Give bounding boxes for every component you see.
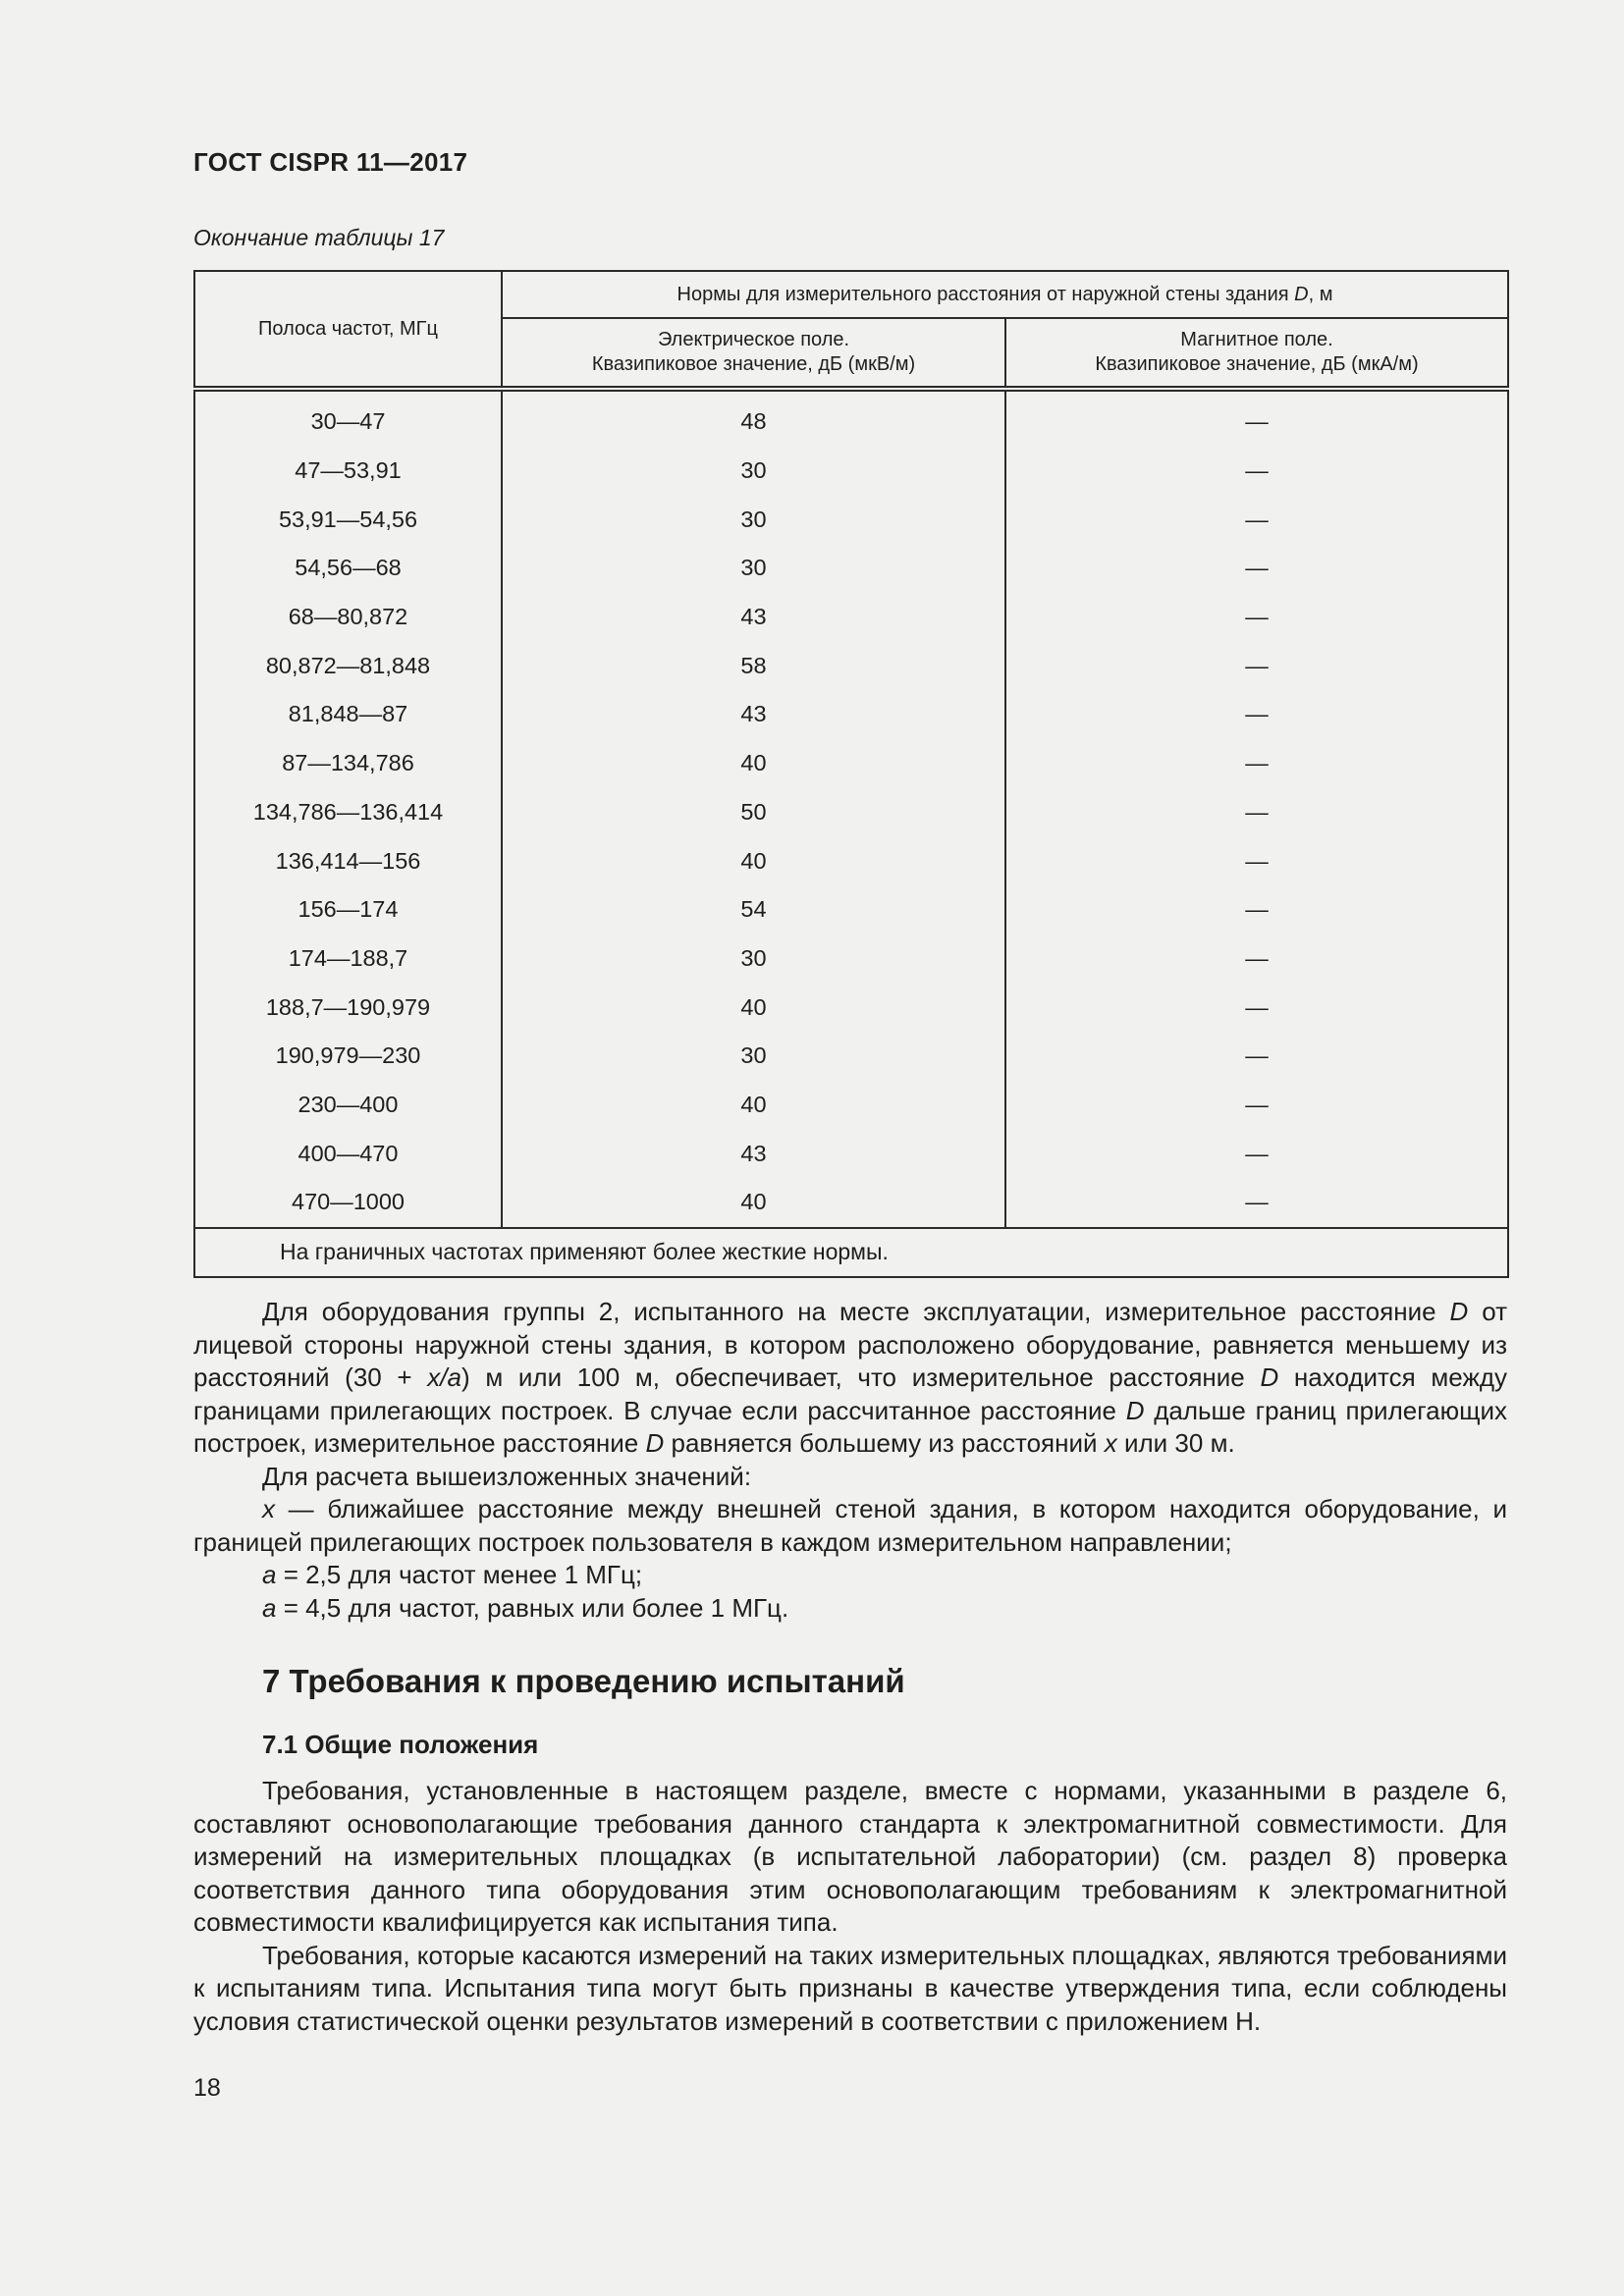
cell-electric-limit: 30 bbox=[502, 1032, 1005, 1081]
table-row bbox=[194, 885, 1508, 934]
cell-electric-limit: 40 bbox=[502, 983, 1005, 1032]
header-frequency-band: Полоса частот, МГц bbox=[194, 271, 502, 389]
paragraph-a-above-1mhz: a = 4,5 для частот, равных или более 1 МГц. bbox=[262, 1592, 789, 1623]
cell-magnetic-limit: — bbox=[1005, 885, 1508, 934]
cell-frequency: 156—174 bbox=[194, 885, 502, 934]
cell-magnetic-limit: — bbox=[1005, 389, 1508, 447]
table-row bbox=[194, 447, 1508, 496]
subsection-heading: 7.1 Общие положения bbox=[262, 1730, 539, 1759]
cell-magnetic-limit: — bbox=[1005, 836, 1508, 885]
document-header: ГОСТ CISPR 11—2017 bbox=[193, 147, 468, 177]
cell-electric-limit: 30 bbox=[502, 934, 1005, 984]
table-row bbox=[194, 495, 1508, 544]
cell-magnetic-limit: — bbox=[1005, 447, 1508, 496]
cell-frequency: 87—134,786 bbox=[194, 739, 502, 788]
cell-magnetic-limit: — bbox=[1005, 495, 1508, 544]
paragraph-requirements: Требования, установленные в настоящем разделе, вместе с нормами, указанными в разделе 6, составляют основополагающие требования данного стандарта к электромагнитной совместимости. Для измерений на измерительных площадках (в испытательной лаборатории) (см. раздел 8) проверка соответствия данного типа оборудования этим основополагающим требованиям к электромагнитной совместимости квалифицируется как испытания типа. bbox=[193, 1776, 1507, 1937]
cell-electric-limit: 43 bbox=[502, 593, 1005, 642]
table-row bbox=[194, 389, 1508, 447]
cell-frequency: 47—53,91 bbox=[194, 447, 502, 496]
body-block-2 bbox=[193, 1775, 1507, 2038]
cell-magnetic-limit: — bbox=[1005, 983, 1508, 1032]
paragraph-a-below-1mhz: a = 2,5 для частот менее 1 МГц; bbox=[262, 1560, 643, 1589]
cell-magnetic-limit: — bbox=[1005, 1081, 1508, 1130]
table-row bbox=[194, 544, 1508, 593]
paragraph-type-tests: Требования, которые касаются измерений на таких измерительных площадках, являются требованиями к испытаниям типа. Испытания типа могут быть признаны в качестве утверждения типа, если соблюдены условия статистической оценки результатов измерений в соответствии с приложением Н. bbox=[193, 1940, 1507, 2036]
table-row bbox=[194, 983, 1508, 1032]
cell-magnetic-limit: — bbox=[1005, 1178, 1508, 1228]
cell-frequency: 53,91—54,56 bbox=[194, 495, 502, 544]
table-row bbox=[194, 788, 1508, 837]
table-row bbox=[194, 1129, 1508, 1178]
cell-magnetic-limit: — bbox=[1005, 1032, 1508, 1081]
cell-electric-limit: 40 bbox=[502, 1178, 1005, 1228]
table-row bbox=[194, 1178, 1508, 1228]
header-electric-field: Электрическое поле. Квазипиковое значение, дБ (мкВ/м) bbox=[502, 318, 1005, 389]
cell-frequency: 188,7—190,979 bbox=[194, 983, 502, 1032]
cell-electric-limit: 58 bbox=[502, 641, 1005, 690]
cell-magnetic-limit: — bbox=[1005, 641, 1508, 690]
paragraph-x-definition: x — ближайшее расстояние между внешней стеной здания, в котором находится оборудование, и границей прилегающих построек пользователя в каждом измерительном направлении; bbox=[193, 1494, 1507, 1557]
table-footnote: На граничных частотах применяют более жесткие нормы. bbox=[194, 1228, 1508, 1277]
cell-electric-limit: 40 bbox=[502, 739, 1005, 788]
paragraph-calc-intro: Для расчета вышеизложенных значений: bbox=[262, 1461, 752, 1491]
cell-frequency: 136,414—156 bbox=[194, 836, 502, 885]
table-row bbox=[194, 690, 1508, 739]
table-row bbox=[194, 836, 1508, 885]
cell-electric-limit: 54 bbox=[502, 885, 1005, 934]
table-row bbox=[194, 593, 1508, 642]
cell-frequency: 134,786—136,414 bbox=[194, 788, 502, 837]
cell-frequency: 230—400 bbox=[194, 1081, 502, 1130]
body-block-1 bbox=[193, 1296, 1507, 1625]
limits-table bbox=[193, 270, 1509, 1278]
page-number: 18 bbox=[193, 2074, 221, 2102]
cell-magnetic-limit: — bbox=[1005, 1129, 1508, 1178]
cell-frequency: 190,979—230 bbox=[194, 1032, 502, 1081]
cell-electric-limit: 43 bbox=[502, 690, 1005, 739]
cell-magnetic-limit: — bbox=[1005, 788, 1508, 837]
cell-magnetic-limit: — bbox=[1005, 544, 1508, 593]
cell-electric-limit: 30 bbox=[502, 447, 1005, 496]
table-row bbox=[194, 1032, 1508, 1081]
cell-frequency: 400—470 bbox=[194, 1129, 502, 1178]
cell-electric-limit: 48 bbox=[502, 389, 1005, 447]
cell-electric-limit: 30 bbox=[502, 544, 1005, 593]
cell-magnetic-limit: — bbox=[1005, 690, 1508, 739]
table-row bbox=[194, 739, 1508, 788]
cell-frequency: 174—188,7 bbox=[194, 934, 502, 984]
table-caption: Окончание таблицы 17 bbox=[193, 225, 445, 250]
table-row bbox=[194, 641, 1508, 690]
cell-frequency: 68—80,872 bbox=[194, 593, 502, 642]
cell-electric-limit: 40 bbox=[502, 1081, 1005, 1130]
cell-frequency: 80,872—81,848 bbox=[194, 641, 502, 690]
table-row bbox=[194, 1081, 1508, 1130]
paragraph-measurement-distance: Для оборудования группы 2, испытанного на месте эксплуатации, измерительное расстояние D от лицевой стороны наружной стены здания, в котором расположено оборудование, равняется меньшему из расстояний (30 + x/a) м или 100 м, обеспечивает, что измерительное расстояние D находится между границами прилегающих построек. В случае если рассчитанное расстояние D дальше границ прилегающих построек, измерительное расстояние D равняется большему из расстояний x или 30 м. bbox=[193, 1297, 1508, 1458]
cell-electric-limit: 43 bbox=[502, 1129, 1005, 1178]
section-heading: 7 Требования к проведению испытаний bbox=[262, 1663, 905, 1699]
cell-electric-limit: 40 bbox=[502, 836, 1005, 885]
cell-frequency: 470—1000 bbox=[194, 1178, 502, 1228]
cell-magnetic-limit: — bbox=[1005, 739, 1508, 788]
table-row bbox=[194, 934, 1508, 984]
header-magnetic-field: Магнитное поле. Квазипиковое значение, дБ (мкА/м) bbox=[1005, 318, 1508, 389]
cell-frequency: 54,56—68 bbox=[194, 544, 502, 593]
cell-magnetic-limit: — bbox=[1005, 593, 1508, 642]
cell-magnetic-limit: — bbox=[1005, 934, 1508, 984]
cell-electric-limit: 30 bbox=[502, 495, 1005, 544]
cell-electric-limit: 50 bbox=[502, 788, 1005, 837]
cell-frequency: 81,848—87 bbox=[194, 690, 502, 739]
header-norms-group: Нормы для измерительного расстояния от наружной стены здания D, м bbox=[502, 271, 1508, 318]
cell-frequency: 30—47 bbox=[194, 389, 502, 447]
